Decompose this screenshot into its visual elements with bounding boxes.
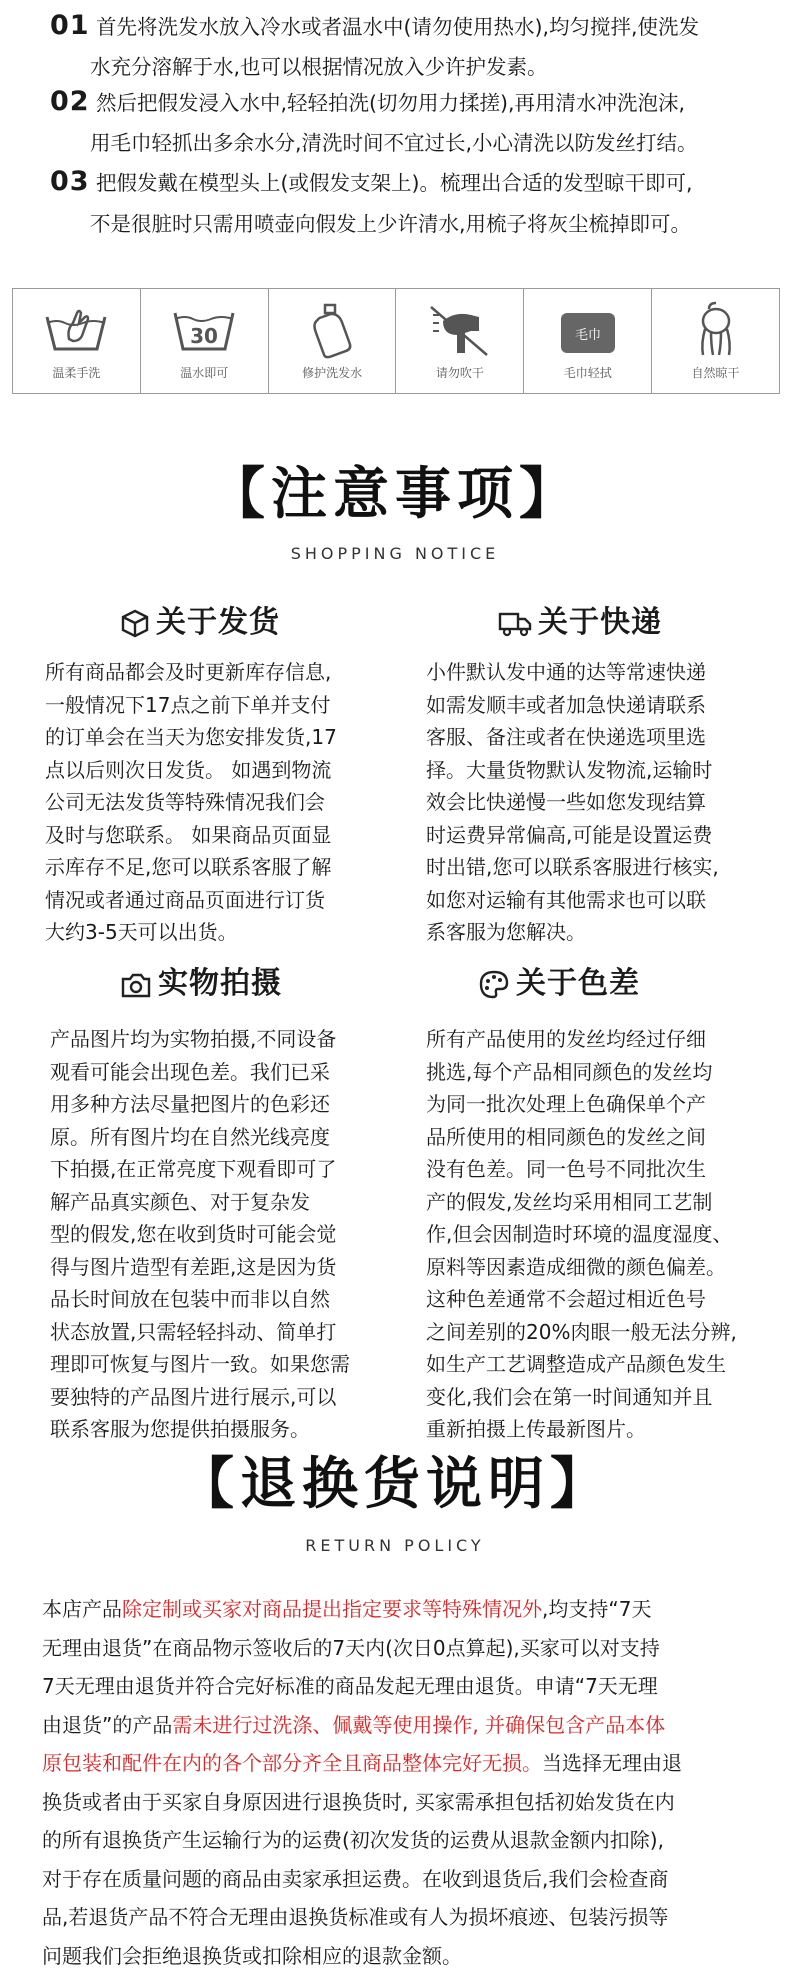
policy-line	[42, 1821, 762, 1860]
notice-title: 【注意事项】	[209, 462, 581, 527]
para-line: 品长时间放在包装中而非以自然	[50, 1287, 330, 1311]
para-line: 时出错,您可以联系客服进行核实,	[426, 855, 719, 879]
step-number: 01	[50, 10, 90, 41]
policy-line	[42, 1937, 762, 1976]
care-label: 请勿吹干	[435, 366, 484, 380]
policy-segment: 品,若退货产品不符合无理由退换货标准或有人为损坏痕迹、包装污损等	[42, 1905, 669, 1929]
step-text-line: 水充分溶解于水,也可以根据情况放入少许护发素。	[90, 55, 548, 79]
care-label: 温水即可	[180, 366, 229, 380]
para-line: 作,但会因制造时环境的温度湿度、	[426, 1222, 733, 1246]
para-line: 之间差别的20%肉眼一般无法分辨,	[426, 1319, 737, 1344]
return-policy-title: 【退换货说明】	[178, 1452, 612, 1517]
para-line: 状态放置,只需轻轻抖动、简单打	[50, 1319, 337, 1344]
section-heading-express	[498, 597, 662, 641]
section-heading-text: 关于快递	[538, 605, 662, 640]
para-line: 这种色差通常不会超过相近色号	[426, 1287, 706, 1311]
care-item-conditioner	[269, 289, 397, 393]
policy-line	[42, 1744, 762, 1783]
policy-segment: 问题我们会拒绝退换货或扣除相应的退款金额。	[42, 1943, 462, 1968]
para-line: 没有色差。同一色号不同批次生	[426, 1157, 706, 1181]
para-line: 下拍摄,在正常亮度下观看即可了	[50, 1157, 337, 1181]
para-line: 情况或者通过商品页面进行订货	[45, 887, 325, 912]
section-heading-shipping	[120, 597, 280, 641]
para-line: 公司无法发货等特殊情况我们会	[45, 790, 325, 814]
policy-segment: 当选择无理由退	[542, 1751, 682, 1775]
para-line: 产品图片均为实物拍摄,不同设备	[50, 1027, 337, 1051]
para-line: 所有商品都会及时更新库存信息,	[45, 660, 332, 684]
care-item-hang-dry	[652, 289, 779, 393]
policy-line	[42, 1629, 762, 1668]
para-line: 小件默认发中通的达等常速快递	[426, 660, 706, 684]
care-item-hand-wash	[13, 289, 141, 393]
para-line: 点以后则次日发货。 如遇到物流	[45, 757, 332, 782]
care-item-towel	[524, 289, 652, 393]
care-item-warm-water	[141, 289, 269, 393]
section-heading-text: 关于发货	[156, 605, 280, 640]
policy-segment: 的所有退换货产生运输行为的运费(初次发货的运费从退款金额内扣除),	[42, 1828, 664, 1852]
para-line: 一般情况下17点之前下单并支付	[45, 692, 331, 717]
para-line: 及时与您联系。 如果商品页面显	[45, 822, 332, 847]
para-line: 如生产工艺调整造成产品颜色发生	[426, 1352, 726, 1376]
policy-line	[42, 1860, 762, 1899]
policy-highlight: 需未进行过洗涤、佩戴等使用操作, 并确保包含产品本体	[172, 1712, 666, 1737]
delivery-truck-icon	[498, 608, 532, 638]
section-heading-text: 实物拍摄	[158, 966, 282, 1001]
care-label: 自然晾干	[691, 366, 740, 380]
para-line: 如需发顺丰或者加急快递请联系	[426, 692, 706, 717]
para-line: 得与图片造型有差距,这是因为货	[50, 1254, 337, 1279]
section-heading-photo	[120, 958, 282, 1002]
para-line: 要独特的产品图片进行展示,可以	[50, 1384, 337, 1409]
policy-line	[42, 1783, 762, 1822]
step-number: 03	[50, 166, 90, 197]
para-line: 客服、备注或者在快递选项里选	[426, 725, 706, 749]
para-line: 挑选,每个产品相同颜色的发丝均	[426, 1059, 713, 1084]
para-line: 为同一批次处理上色确保单个产	[426, 1092, 706, 1116]
policy-segment: 无理由退货”在商品物示签收后的7天内(次日0点算起),买家可以对支持	[42, 1635, 660, 1660]
hand-wash-icon	[41, 299, 111, 361]
para-line: 联系客服为您提供拍摄服务。	[50, 1417, 310, 1441]
para-line: 型的假发,您在收到货时可能会觉	[50, 1222, 337, 1246]
return-policy-text	[42, 1590, 762, 1975]
policy-line	[42, 1706, 762, 1745]
para-line: 观看可能会出现色差。我们已采	[50, 1059, 330, 1084]
step-text-line: 用毛巾轻抓出多余水分,清洗时间不宜过长,小心清洗以防发丝打结。	[90, 131, 698, 155]
policy-highlight: 除定制或买家对商品提出指定要求等特殊情况外	[122, 1597, 542, 1621]
warm-water-30-icon	[169, 299, 239, 361]
package-icon	[120, 608, 150, 638]
para-line: 大约3-5天可以出货。	[45, 920, 238, 944]
care-label: 温柔手洗	[52, 366, 101, 380]
para-line: 重新拍摄上传最新图片。	[426, 1417, 646, 1441]
care-item-no-dryer	[396, 289, 524, 393]
policy-segment: 7天无理由退货并符合完好标准的商品发起无理由退货。申请“7天无理	[42, 1674, 658, 1698]
conditioner-bottle-icon	[297, 299, 367, 361]
no-hair-dryer-icon	[425, 299, 495, 361]
policy-segment: ,均支持“7天	[542, 1597, 652, 1621]
para-line: 示库存不足,您可以联系客服了解	[45, 855, 332, 879]
step-text-line: 不是很脏时只需用喷壶向假发上少许清水,用梳子将灰尘梳掉即可。	[90, 212, 692, 236]
policy-line	[42, 1590, 762, 1629]
para-line: 变化,我们会在第一时间通知并且	[426, 1384, 713, 1409]
care-label: 修护洗发水	[302, 366, 363, 380]
towel-icon-text: 毛巾	[574, 328, 601, 343]
para-line: 择。大量货物默认发物流,运输时	[426, 757, 713, 782]
care-icons-strip	[12, 288, 780, 394]
step-text-line: 把假发戴在模型头上(或假发支架上)。梳理出合适的发型晾干即可,	[96, 171, 693, 195]
notice-subtitle: SHOPPING NOTICE	[290, 544, 500, 563]
return-policy-subtitle: RETURN POLICY	[305, 1536, 485, 1555]
policy-segment: 换货或者由于买家自身原因进行退换货时, 买家需承担包括初始发货在内	[42, 1789, 675, 1814]
para-line: 的订单会在当天为您安排发货,17	[45, 725, 337, 749]
para-line: 用多种方法尽量把图片的色彩还	[50, 1092, 330, 1116]
express-paragraph	[426, 656, 719, 949]
camera-icon	[120, 971, 152, 999]
shipping-paragraph	[45, 656, 337, 949]
para-line: 解产品真实颜色、对于复杂发	[50, 1189, 310, 1214]
para-line: 产的假发,发丝均采用相同工艺制	[426, 1189, 713, 1214]
para-line: 原料等因素造成细微的颜色偏差。	[426, 1254, 726, 1279]
water-temperature-value: 30	[190, 324, 219, 348]
policy-segment: 由退货”的产品	[42, 1712, 173, 1737]
para-line: 系客服为您解决。	[426, 920, 586, 944]
step-text-line: 首先将洗发水放入冷水或者温水中(请勿使用热水),均匀搅拌,使洗发	[96, 15, 700, 39]
section-heading-color	[478, 958, 640, 1002]
color-paragraph	[426, 1023, 737, 1446]
para-line: 时运费异常偏高,可能是设置运费	[426, 822, 713, 847]
hang-dry-icon	[681, 299, 751, 361]
photo-paragraph	[50, 1023, 350, 1446]
para-line: 所有产品使用的发丝均经过仔细	[426, 1027, 706, 1051]
policy-line	[42, 1667, 762, 1706]
para-line: 如您对运输有其他需求也可以联	[426, 887, 706, 912]
towel-icon	[553, 299, 623, 361]
policy-line	[42, 1898, 762, 1937]
policy-segment: 对于存在质量问题的商品由卖家承担运费。在收到退货后,我们会检查商	[42, 1866, 669, 1891]
step-number: 02	[50, 86, 90, 117]
policy-highlight: 原包装和配件在内的各个部分齐全且商品整体完好无损。	[42, 1751, 542, 1775]
palette-icon	[478, 969, 510, 999]
step-text-line: 然后把假发浸入水中,轻轻拍洗(切勿用力揉搓),再用清水冲洗泡沫,	[96, 91, 686, 115]
policy-segment: 本店产品	[42, 1597, 122, 1621]
para-line: 品所使用的相同颜色的发丝之间	[426, 1124, 706, 1149]
para-line: 理即可恢复与图片一致。如果您需	[50, 1352, 350, 1376]
para-line: 效会比快递慢一些如您发现结算	[426, 790, 706, 814]
care-label: 毛巾轻拭	[563, 366, 612, 380]
para-line: 原。所有图片均在自然光线亮度	[50, 1124, 330, 1149]
section-heading-text: 关于色差	[516, 966, 640, 1001]
